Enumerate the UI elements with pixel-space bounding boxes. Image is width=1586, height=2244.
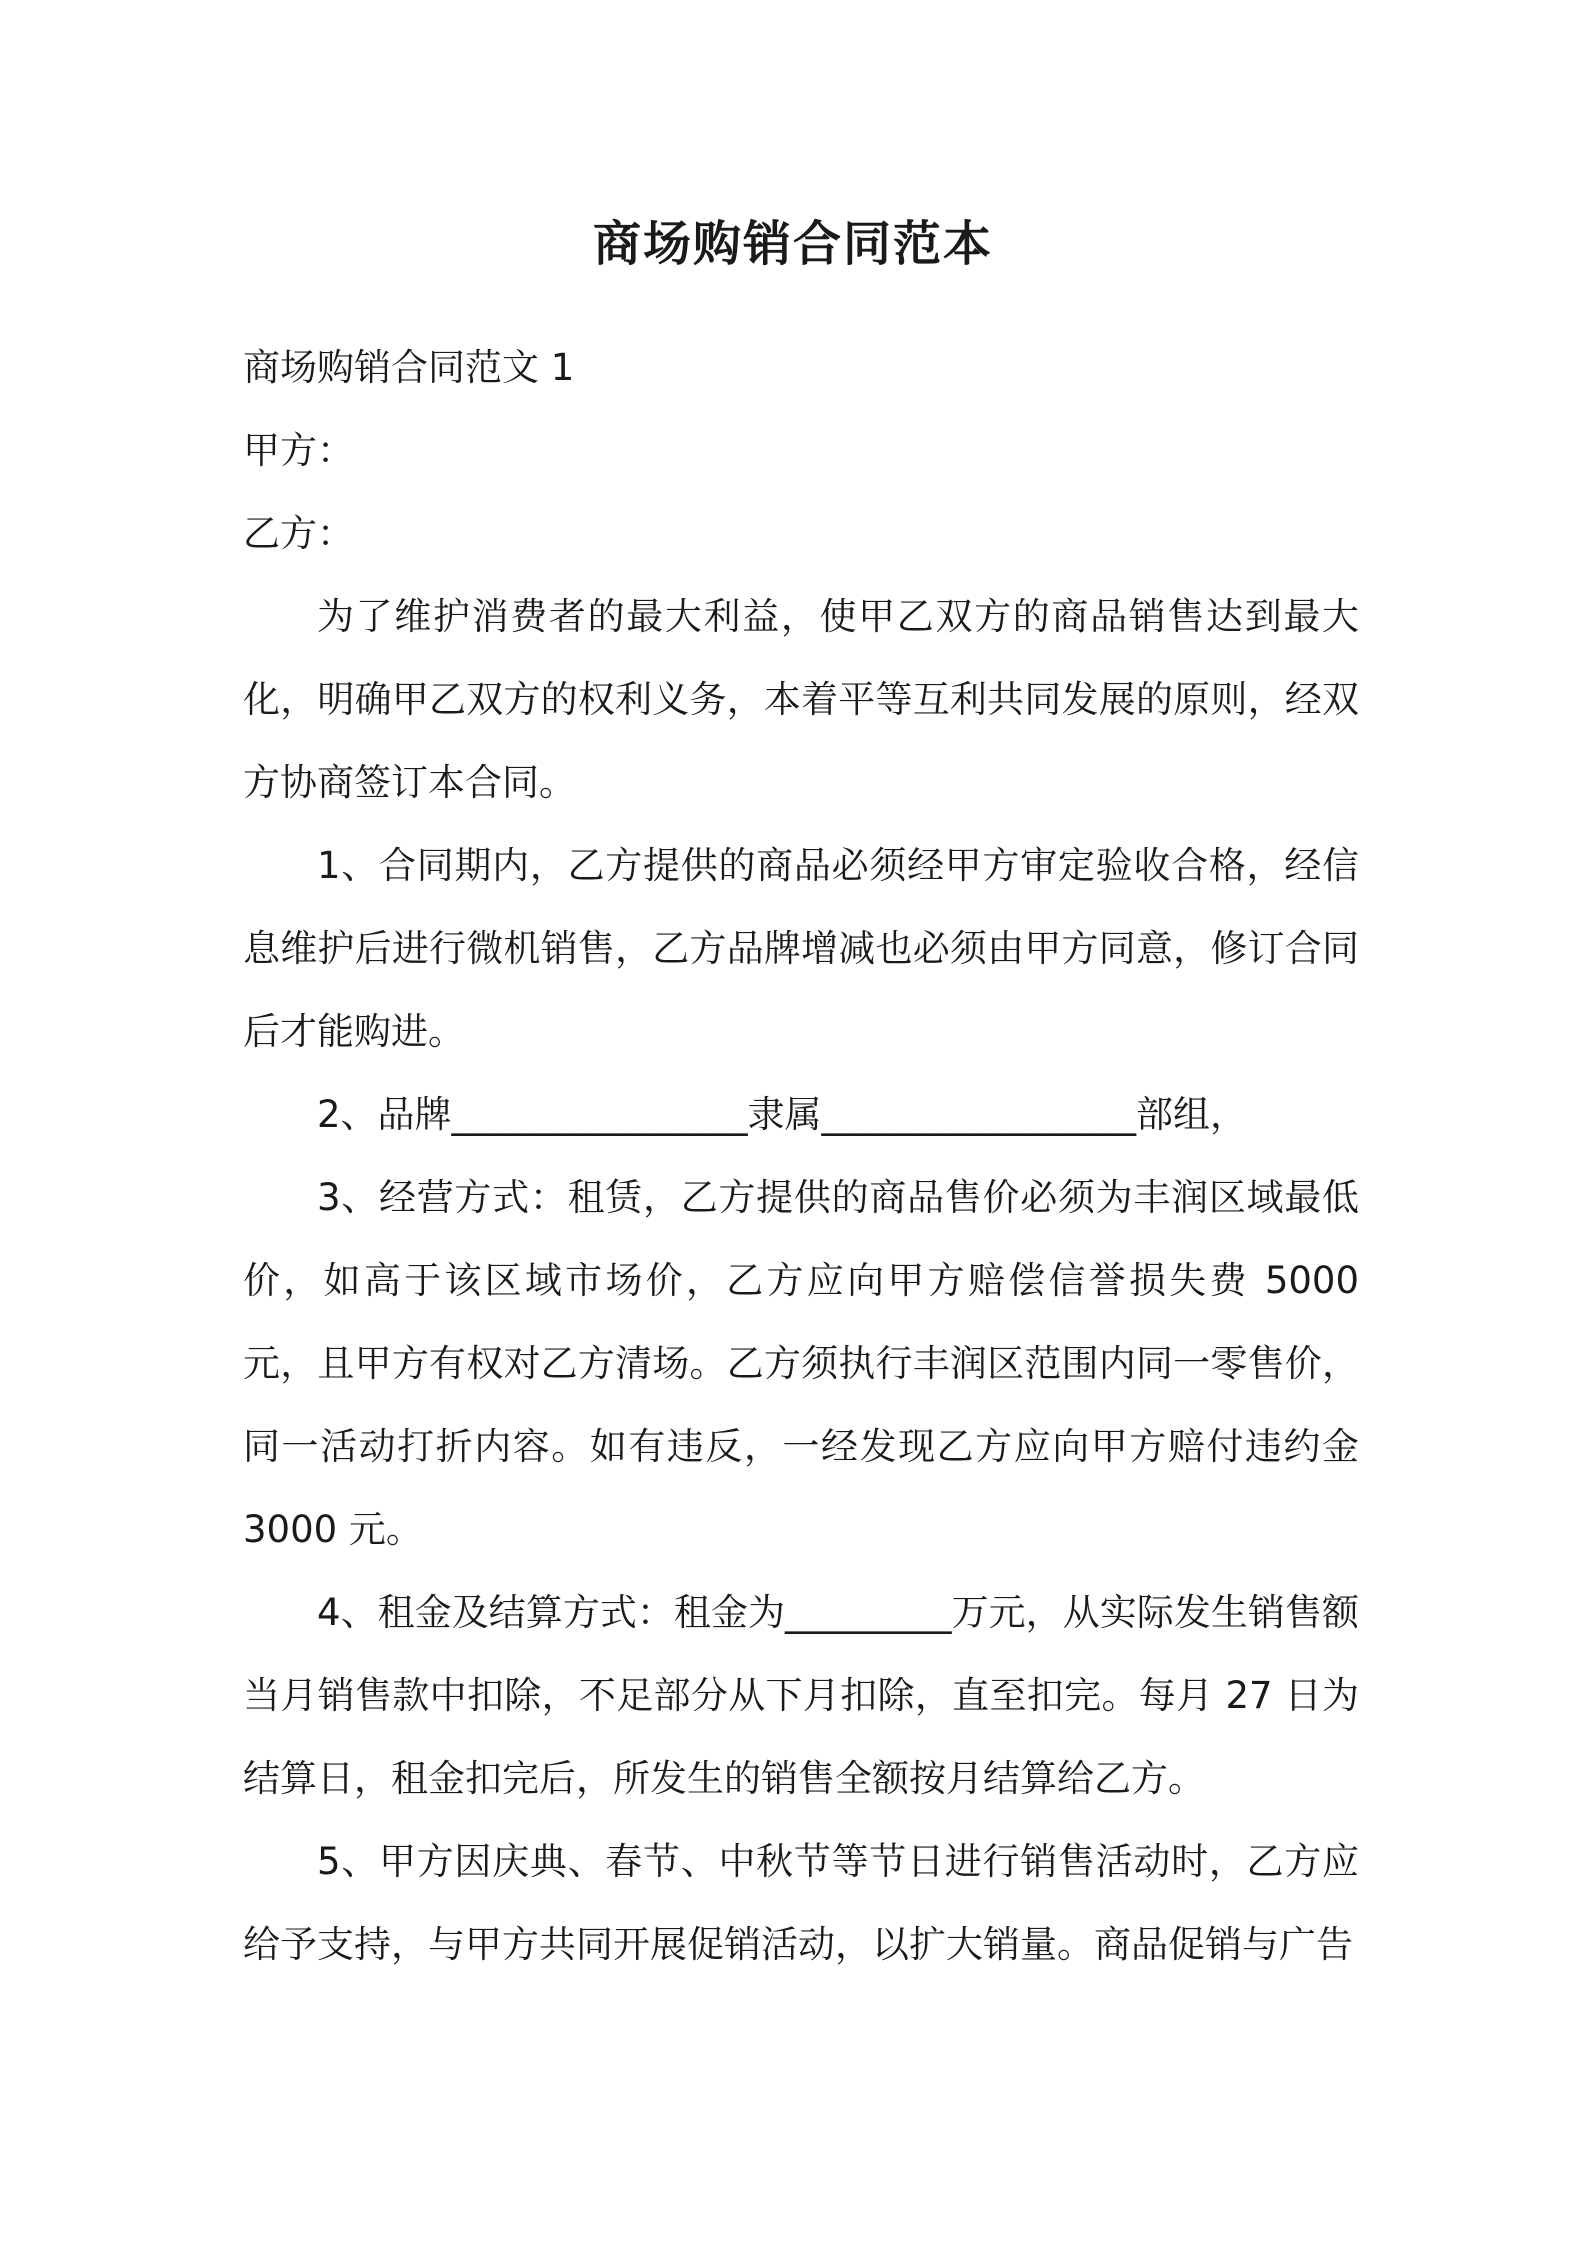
clause-3-paragraph: 3、经营方式：租赁，乙方提供的商品售价必须为丰润区域最低价，如高于该区域市场价，乙方应向甲方赔偿信誉损失费 5000 元，且甲方有权对乙方清场。乙方须执行丰润区范围内同一零售价，同一活动打折内容。如有违反，一经发现乙方应向甲方赔付违约金 3000 元。: [243, 1176, 1359, 1551]
document-title: 商场购销合同范本: [592, 216, 993, 272]
clause-4-paragraph: 4、租金及结算方式：租金为_________万元，从实际发生销售额当月销售款中扣除，不足部分从下月扣除，直至扣完。每月 27 日为结算日，租金扣完后，所发生的销售全额按月结算给乙方。: [243, 1591, 1359, 1800]
clause-2-paragraph: 2、品牌________________隶属_________________部组，: [317, 1093, 1248, 1136]
clause-1-paragraph: 1、合同期内，乙方提供的商品必须经甲方审定验收合格，经信息维护后进行微机销售，乙方品牌增减也必须由甲方同意，修订合同后才能购进。: [243, 844, 1359, 1053]
document-body: [243, 326, 1359, 1986]
preamble-paragraph: 为了维护消费者的最大利益，使甲乙双方的商品销售达到最大化，明确甲乙双方的权利义务，本着平等互利共同发展的原则，经双方协商签订本合同。: [243, 595, 1359, 804]
party-a-line: 甲方：: [243, 429, 354, 472]
subtitle-paragraph: 商场购销合同范文 1: [243, 346, 575, 389]
clause-5-paragraph: 5、甲方因庆典、春节、中秋节等节日进行销售活动时，乙方应给予支持，与甲方共同开展促销活动，以扩大销量。商品促销与广告: [243, 1840, 1359, 1966]
party-b-line: 乙方：: [243, 512, 354, 555]
